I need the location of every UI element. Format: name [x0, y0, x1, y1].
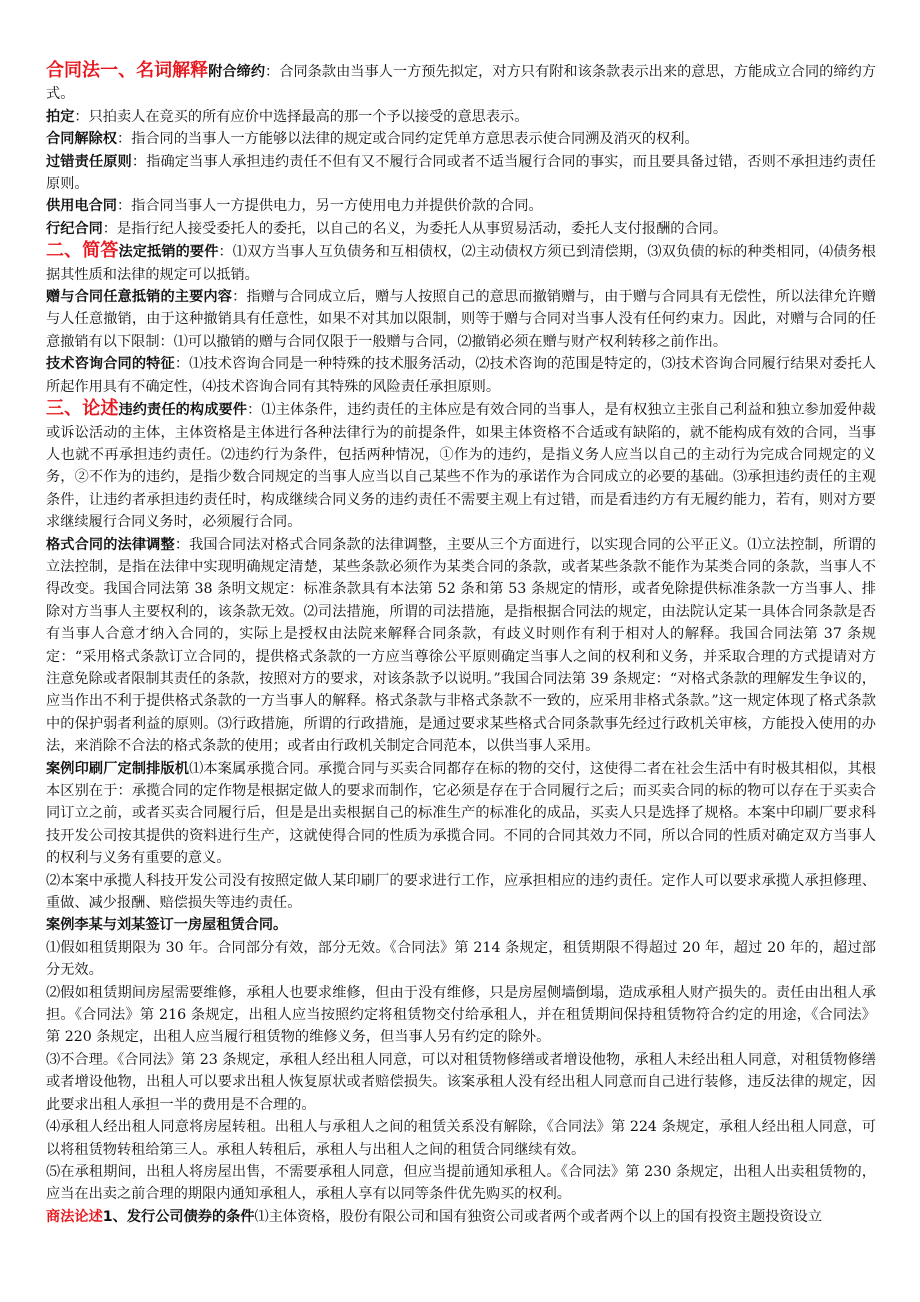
section1-para-4 — [46, 151, 876, 196]
essay-text: ⑴主体资格，股份有限公司和国有独资公司或者两个或者两个以上的国有投资主题投资设立 — [254, 1208, 823, 1225]
section2-para-1 — [46, 240, 876, 286]
case2-item — [46, 937, 876, 982]
term-fading-dixiao: 法定抵销的要件 — [118, 244, 219, 261]
definition-text: ：合同条款由当事人一方预先拟定，对方只有附和该条款表示出来的意思，方能成立合同的缔约方式。 — [46, 64, 876, 103]
section-heading-4: 商法论述 — [46, 1208, 103, 1225]
section4-para-1 — [46, 1206, 876, 1228]
case-item-text: ⑸在承租期间，出租人将房屋出售，不需要承租人同意，但应当提前通知承租人。《合同法》第 230 条规定，出租人出卖租赁物的，应当在出卖之前合理的期限内通知承租人，承租人享有以同等条件优先购买的权利。 — [46, 1163, 876, 1203]
case-text: ⑴本案属承揽合同。承揽合同与买卖合同都存在标的物的交付，这使得二者在社会生活中有时极其相似，其根本区别在于：承揽合同的定作物是根据定做人的要求而制作，它必须是存在于合同履行之后；而买卖合同的标的物可以存在于买卖合同订立之前，或者买卖合同履行后，但是是出卖根据自己的标准生产的标准化的成品，买卖人只是选择了规格。本案中印刷厂要求科技开发公司按其提供的资料进行生产，这就使得合同的性质为承揽合同。不同的合同其效力不同，所以合同的性质对确定双方当事人的权利与义务有重要的意义。 — [46, 760, 876, 867]
answer-text: ：⑴双方当事人互负债务和互相债权，⑵主动债权方须已到清偿期，⑶双负债的标的种类相同，⑷债务根据其性质和法律的规定可以抵销。 — [46, 244, 876, 283]
case-item-text: ⑷承租人经出租人同意将房屋转租。出租人与承租人之间的租赁关系没有解除，《合同法》第 224 条规定，承租人经出租人同意，可以将租赁物转租给第三人。承租人转租后，承租人与出租人之间的租赁合同继续有效。 — [46, 1119, 876, 1158]
term-guocuo-zeren: 过错责任原则 — [46, 153, 132, 170]
section2-para-3 — [46, 353, 876, 398]
answer-text: ：⑴技术咨询合同是一种特殊的技术服务活动，⑵技术咨询的范围是特定的，⑶技术咨询合同履行结果对委托人所起作用具有不确定性，⑷技术咨询合同有其特殊的风险责任承担原则。 — [46, 356, 876, 395]
case2-item — [46, 982, 876, 1049]
case1-para-1 — [46, 758, 876, 870]
section-heading-2: 二、简答 — [46, 240, 119, 262]
case2-item — [46, 1116, 876, 1161]
definition-text: ：指合同的当事人一方能够以法律的规定或合同约定凭单方意思表示使合同溯及消灭的权利。 — [116, 131, 699, 148]
answer-text: ：指赠与合同成立后，赠与人按照自己的意思而撤销赠与，由于赠与合同具有无偿性，所以法律允许赠与人任意撤销，由于这种撤销具有任意性，如果不对其加以限制，则等于赠与合同对当事人没有任何约束力。因此，对赠与合同的任意撤销有以下限制：⑴可以撤销的赠与合同仅限于一般赠与合同，⑵撤销必须在赠与财产权利转移之前作出。 — [46, 289, 876, 350]
section1-para-1 — [46, 60, 876, 106]
definition-text: ：指合同当事人一方提供电力，另一方使用电力并提供价款的合同。 — [116, 198, 543, 215]
case-item-text: ⑴假如租赁期限为 30 年。合同部分有效，部分无效。《合同法》第 214 条规定，租赁期限不得超过 20 年，超过 20 年的，超过部分无效。 — [46, 939, 876, 979]
case1-para-2 — [46, 870, 876, 915]
essay-text: ：我国合同法对格式合同条款的法律调整，主要从三个方面进行，以实现合同的公平正义。⑴立法控制，所谓的立法控制，是指在法律中实现明确规定清楚，某些条款必须作为某类合同的条款，或者某些条款不能作为某类合同的条款，当事人不得改变。我国合同法第 38 条明文规定：标准条款具有本法第 52 条和第 53 条规定的情形，或者免除提供标准条款一方当事人、排除对方当事人主要权利的，该条款无效。⑵司法措施，所谓的司法措施，是指根据合同法的规定，由法院认定某一具体合同条款是否有当事人合意才纳入合同的，实际上是授权由法院来解释合同条款，有歧义时则作有利于相对人的解释。我国合同法第 37 条规定：“采用格式条款订立合同的，提供格式条款的一方应当尊徐公平原则确定当事人之间的权利和义务，并采取合理的方式提请对方注意免除或者限制其责任的条款，按照对方的要求，对该条款予以说明。”我国合同法第 39 条规定：“对格式条款的理解发生争议的，应当作出不利于提供格式条款的一方当事人的解释。格式条款与非格式条款不一致的，应采用非格式条款。”这一规定体现了格式条款中的保护弱者利益的原则。⑶行政措施，所谓的行政措施，是通过要求某些格式合同条款事先经过行政机关审核，方能投入使用的办法，来消除不合法的格式条款的使用；或者由行政机关制定合同范本，以供当事人采用。 — [46, 536, 876, 755]
section-heading-1: 合同法一、名词解释 — [46, 60, 209, 81]
term-gongyongdian: 供用电合同 — [46, 198, 117, 215]
term-zhaiquan: 1、发行公司债券的条件 — [102, 1208, 255, 1225]
section-heading-3: 三、论述 — [46, 398, 119, 420]
definition-text: ：指确定当事人承担违约责任不但有又不履行合同或者不适当履行合同的事实，而且要具备过错，否则不承担违约责任原则。 — [46, 153, 876, 193]
term-geshi-hetong: 格式合同的法律调整 — [46, 536, 175, 553]
essay-text: ：⑴主体条件，违约责任的主体应是有效合同的当事人，是有权独立主张自己利益和独立参加爱仲裁或诉讼活动的主体，主体资格是主体进行各种法律行为的前提条件，如果主体资格不合适或有缺陷的，就不能构成有效的合同，当事人也就不再承担违约责任。⑵违约行为条件，包括两种情况，①作为的违约，是指义务人应当以自己的主动行为完成合同规定的义务，②不作为的违约，是指少数合同规定的当事人应当以自己某些不作为的承诺作为合同成立的必要的基础。⑶承担违约责任的主观条件，让违约者承担违约责任时，构成继续合同义务的违约责任不需要主观上有过错，而是看违约方有无履约能力，若有，则对方要求继续履行合同义务时，必须履行合同。 — [46, 402, 876, 531]
section3-para-1 — [46, 398, 876, 533]
term-hangji: 行纪合同 — [46, 220, 103, 237]
term-zengyu-dixiao: 赠与合同任意抵销的主要内容 — [46, 289, 233, 306]
case-text: ⑵本案中承揽人科技开发公司没有按照定做人某印刷厂的要求进行工作，应承担相应的违约责任。定作人可以要求承揽人承担修理、重做、减少报酬、赔偿损失等违约责任。 — [46, 872, 876, 912]
term-fuhe-diyue: 附合缔约 — [208, 64, 266, 80]
definition-text: ：只拍卖人在竞买的所有应价中选择最高的那一个予以接受的意思表示。 — [74, 108, 529, 125]
case2-item — [46, 1049, 876, 1116]
term-weiyue-zeren: 违约责任的构成要件 — [118, 402, 248, 419]
case2-item — [46, 1161, 876, 1206]
case2-title — [46, 914, 876, 936]
definition-text: ：是指行纪人接受委托人的委托，以自己的名义，为委托人从事贸易活动，委托人支付报酬的合同。 — [102, 220, 728, 237]
section3-para-2 — [46, 534, 876, 758]
case-title-printing: 案例印刷厂定制排版机 — [46, 760, 190, 777]
term-paiding: 拍定 — [46, 108, 75, 125]
term-jishu-zixun: 技术咨询合同的特征 — [46, 356, 175, 373]
case-title-lease: 案例李某与刘某签订一房屋租赁合同。 — [46, 917, 288, 934]
section1-para-6 — [46, 218, 876, 240]
section1-para-2 — [46, 106, 876, 128]
section1-para-3 — [46, 128, 876, 150]
section1-para-5 — [46, 195, 876, 217]
term-jiechuquan: 合同解除权 — [46, 131, 117, 148]
section2-para-2 — [46, 286, 876, 353]
case-item-text: ⑵假如租赁期间房屋需要维修，承租人也要求维修，但由于没有维修，只是房屋侧墙倒塌，造成承租人财产损失的。责任由出租人承担。《合同法》第 216 条规定，出租人应当按照约定将租赁物交付给承租人，并在租赁期间保持租赁物符合约定的用途，《合同法》第 220 条规定，出租人应当履行租赁物的维修义务，但当事人另有约定的除外。 — [46, 984, 876, 1046]
case-item-text: ⑶不合理。《合同法》第 23 条规定，承租人经出租人同意，可以对租赁物修缮或者增设他物，承租人未经出租人同意，对租赁物修缮或者增设他物，出租人可以要求出租人恢复原状或者赔偿损失。该案承租人没有经出租人同意而自己进行装修，违反法律的规定，因此要求出租人承担一半的费用是不合理的。 — [46, 1051, 876, 1113]
